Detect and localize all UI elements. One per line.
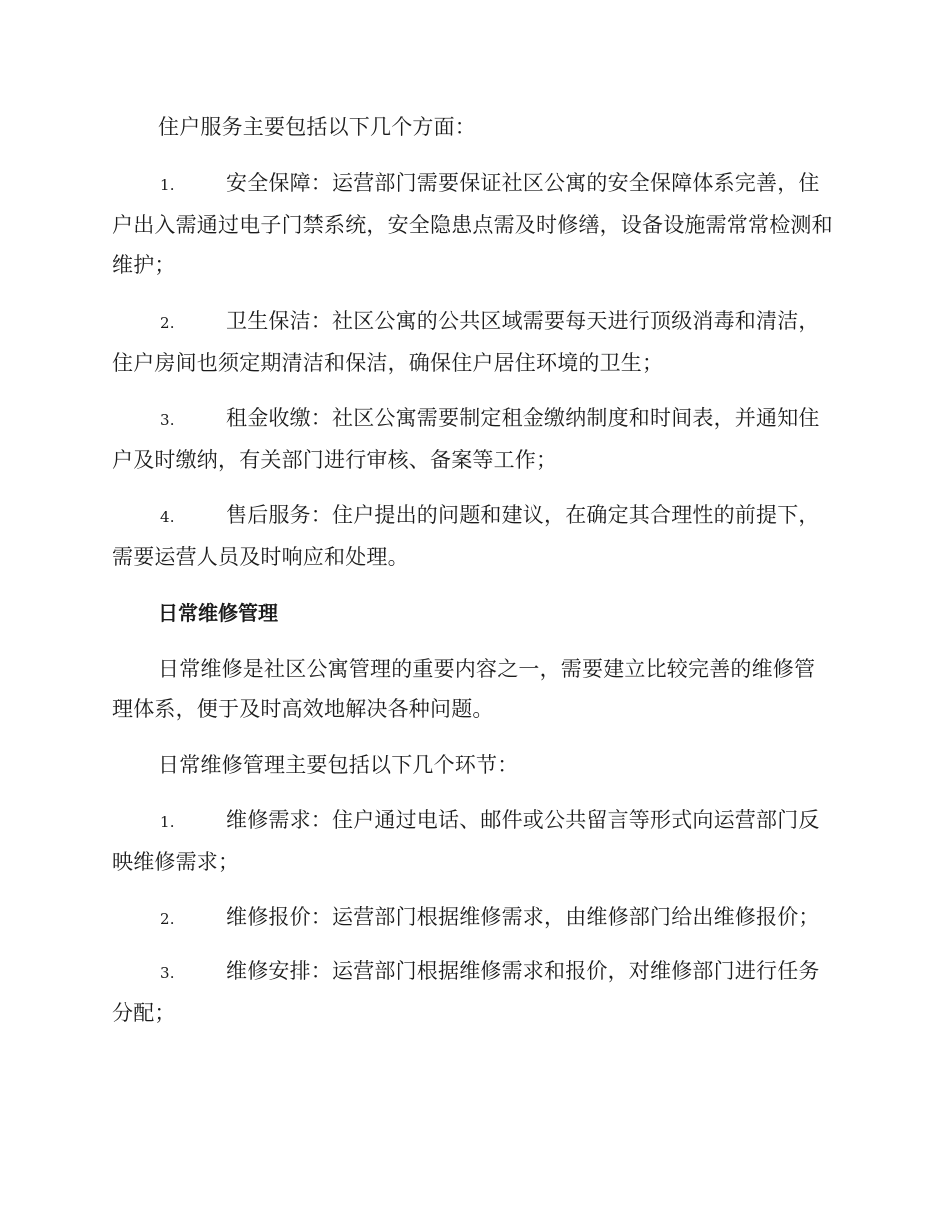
list-item [112, 800, 834, 882]
intro-paragraph: 住户服务主要包括以下几个方面： [158, 115, 476, 139]
list-item-text: 维修需求：住户通过电话、邮件或公共留言等形式向运营部门反映维修需求； [112, 808, 820, 874]
list-item-number: 2. [160, 314, 175, 332]
list-item-text: 安全保障：运营部门需要保证社区公寓的安全保障体系完善，住户出入需通过电子门禁系统，安全隐患点需及时修缮，设备设施需常常检测和维护； [112, 171, 833, 277]
list-item [112, 951, 834, 1033]
list-item-number: 1. [160, 813, 175, 831]
list-item-text: 售后服务：住户提出的问题和建议，在确定其合理性的前提下，需要运营人员及时响应和处理。 [112, 503, 820, 569]
list-item-number: 3. [160, 964, 175, 982]
list-item [112, 897, 834, 939]
list-item-number: 4. [160, 508, 175, 526]
list-item-number: 1. [160, 176, 175, 194]
list-item-text: 维修安排：运营部门根据维修需求和报价，对维修部门进行任务分配； [112, 959, 820, 1025]
list-item [112, 495, 834, 577]
list-item [112, 163, 834, 285]
list-item-text: 维修报价：运营部门根据维修需求，由维修部门给出维修报价； [226, 905, 820, 929]
list-item [112, 301, 834, 383]
section-paragraph: 日常维修是社区公寓管理的重要内容之一，需要建立比较完善的维修管理体系，便于及时高效地解决各种问题。 [112, 657, 816, 721]
section-intro-paragraph: 日常维修管理主要包括以下几个环节： [158, 753, 519, 777]
list-item-number: 2. [160, 910, 175, 928]
list-item-text: 卫生保洁：社区公寓的公共区域需要每天进行顶级消毒和清洁，住户房间也须定期清洁和保洁，确保住户居住环境的卫生； [112, 309, 820, 375]
list-item-text: 租金收缴：社区公寓需要制定租金缴纳制度和时间表，并通知住户及时缴纳，有关部门进行审核、备案等工作； [112, 406, 820, 472]
list-item-number: 3. [160, 411, 175, 429]
list-item [112, 398, 834, 480]
section-heading: 日常维修管理 [158, 601, 278, 625]
